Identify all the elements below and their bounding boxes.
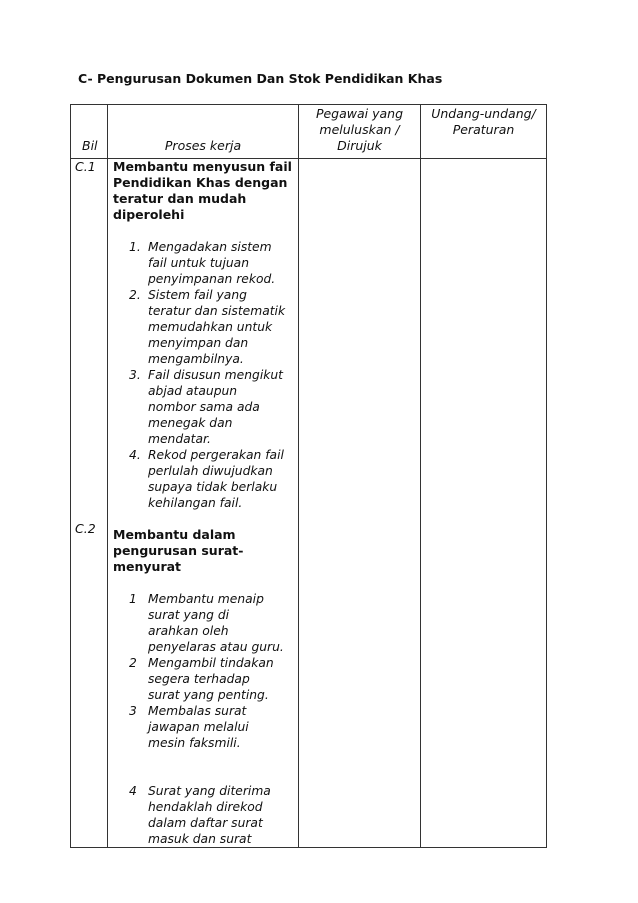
heading-line: teratur dan mudah	[113, 191, 247, 206]
proses-cell	[108, 159, 299, 848]
step-line: supaya tidak berlaku	[148, 480, 278, 494]
step-line: Mengambil tindakan	[148, 656, 274, 670]
table-row	[71, 159, 547, 848]
step-number: 3	[129, 704, 137, 718]
header-pegawai-line: Dirujuk	[337, 138, 382, 153]
step-line: Fail disusun mengikut	[148, 368, 283, 382]
step-number: 2	[129, 656, 137, 670]
bil-c2: C.2	[75, 521, 96, 536]
step-line: surat yang penting.	[148, 688, 269, 702]
section-heading-c1	[113, 159, 294, 223]
header-pegawai	[299, 105, 421, 159]
list-item	[112, 287, 294, 367]
step-line: abjad ataupun	[148, 384, 238, 398]
list-item	[112, 591, 294, 655]
step-line: fail untuk tujuan	[148, 256, 249, 270]
step-line: penyelaras atau guru.	[148, 640, 284, 654]
step-number: 1.	[129, 240, 141, 254]
bil-c1: C.1	[75, 159, 96, 174]
bil-cell	[71, 159, 108, 848]
step-line: memudahkan untuk	[148, 320, 273, 334]
steps-c2	[112, 591, 294, 847]
step-line: segera terhadap	[148, 672, 250, 686]
step-line: teratur dan sistematik	[148, 304, 286, 318]
section-heading-c2	[113, 527, 294, 575]
header-pegawai-line: meluluskan /	[319, 122, 400, 137]
step-line: arahkan oleh	[148, 624, 229, 638]
step-line: mendatar.	[148, 432, 211, 446]
step-line: Surat yang diterima	[148, 784, 271, 798]
table-header-row	[71, 105, 547, 159]
header-proses-kerja: Proses kerja	[108, 105, 299, 159]
list-item	[112, 655, 294, 703]
list-item	[112, 367, 294, 447]
step-line: perlulah diwujudkan	[148, 464, 273, 478]
heading-line: Membantu menyusun fail	[113, 159, 292, 174]
list-item	[112, 239, 294, 287]
undang-cell	[421, 159, 547, 848]
step-line: Mengadakan sistem	[148, 240, 272, 254]
document-title: C- Pengurusan Dokumen Dan Stok Pendidikan Khas	[78, 71, 443, 86]
step-line: hendaklah direkod	[148, 800, 263, 814]
step-line: jawapan melalui	[148, 720, 249, 734]
step-line: Rekod pergerakan fail	[148, 448, 284, 462]
pegawai-cell	[299, 159, 421, 848]
step-line: kehilangan fail.	[148, 496, 243, 510]
step-line: masuk dan surat	[148, 832, 252, 846]
list-spacer	[112, 751, 294, 783]
step-line: Membantu menaip	[148, 592, 264, 606]
header-pegawai-line: Pegawai yang	[315, 106, 404, 121]
step-number: 3.	[129, 368, 141, 382]
step-line: nombor sama ada	[148, 400, 260, 414]
step-number: 4	[129, 784, 137, 798]
step-line: penyimpanan rekod.	[148, 272, 276, 286]
step-number: 4.	[129, 448, 141, 462]
header-undang-line: Undang-undang/	[431, 106, 536, 121]
heading-line: Membantu dalam	[113, 527, 236, 542]
step-line: surat yang di	[148, 608, 230, 622]
heading-line: pengurusan surat-menyurat	[113, 543, 244, 574]
step-number: 1	[129, 592, 137, 606]
step-line: Sistem fail yang	[148, 288, 247, 302]
header-undang-line: Peraturan	[452, 122, 515, 137]
step-line: menyimpan dan	[148, 336, 249, 350]
list-item	[112, 783, 294, 847]
heading-line: diperolehi	[113, 207, 185, 222]
step-line: mengambilnya.	[148, 352, 244, 366]
list-item	[112, 703, 294, 751]
process-table	[70, 104, 547, 848]
header-undang-undang	[421, 105, 547, 159]
step-line: mesin faksmili.	[148, 736, 241, 750]
list-item	[112, 447, 294, 511]
step-line: menegak dan	[148, 416, 233, 430]
heading-line: Pendidikan Khas dengan	[113, 175, 288, 190]
step-line: dalam daftar surat	[148, 816, 263, 830]
steps-c1	[112, 239, 294, 511]
step-number: 2.	[129, 288, 141, 302]
header-bil: Bil	[71, 105, 108, 159]
step-line: Membalas surat	[148, 704, 247, 718]
